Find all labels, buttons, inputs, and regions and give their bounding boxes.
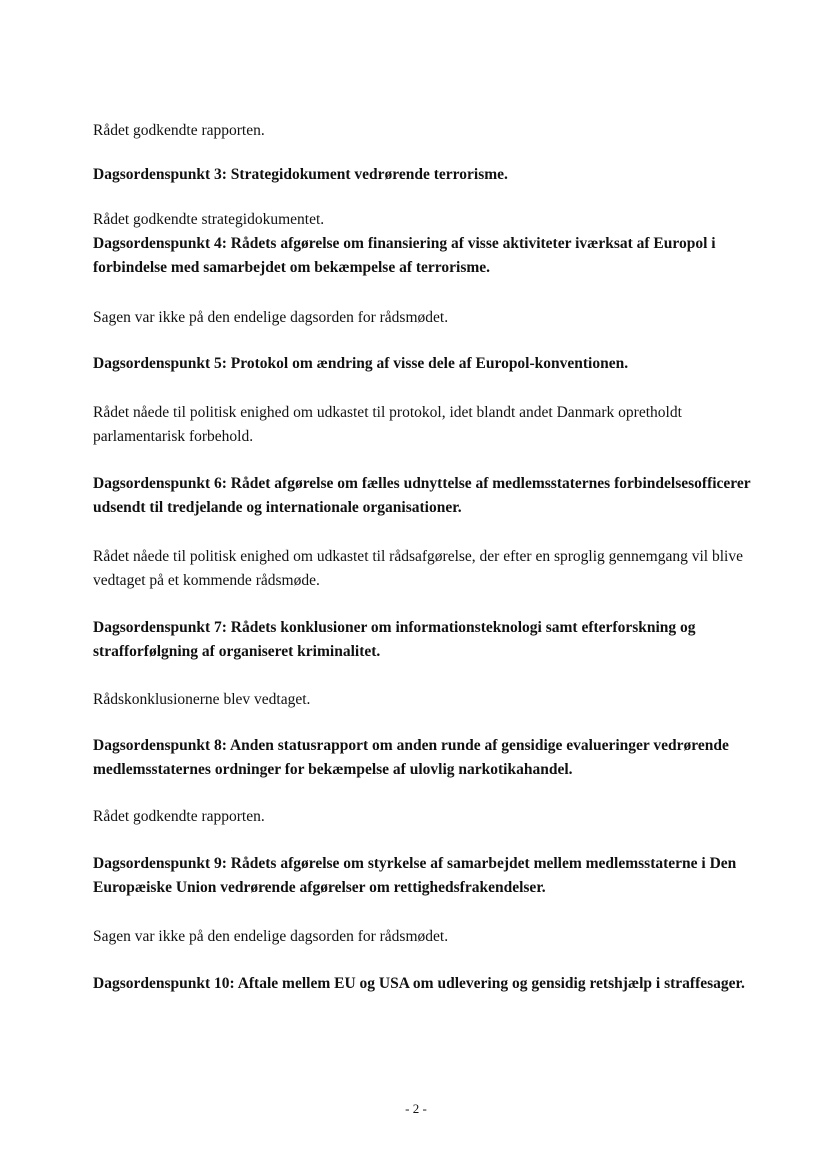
agenda-heading: Dagsordenspunkt 10: Aftale mellem EU og USA om udlevering og gensidig retshjælp i straffesager. — [93, 975, 745, 992]
agenda-heading: Dagsordenspunkt 6: Rådet afgørelse om fælles udnyttelse af medlemsstaternes forbindelsesofficerer udsendt til tredjelande og internationale organisationer. — [93, 475, 751, 516]
agenda-heading: Dagsordenspunkt 5: Protokol om ændring af visse dele af Europol-konventionen. — [93, 355, 629, 372]
paragraph: Sagen var ikke på den endelige dagsorden for rådsmødet. — [93, 309, 449, 326]
paragraph: Rådet godkendte strategidokumentet. — [93, 211, 325, 228]
paragraph: Sagen var ikke på den endelige dagsorden for rådsmødet. — [93, 928, 449, 945]
agenda-heading: Dagsordenspunkt 3: Strategidokument vedrørende terrorisme. — [93, 166, 508, 183]
paragraph: Rådet godkendte rapporten. — [93, 122, 265, 139]
agenda-heading: Dagsordenspunkt 7: Rådets konklusioner om informationsteknologi samt efterforskning og strafforfølgning af organiseret kriminalitet. — [93, 619, 696, 660]
agenda-heading: Dagsordenspunkt 8: Anden statusrapport om anden runde af gensidige evalueringer vedrørende medlemsstaternes ordninger for bekæmpelse af ulovlig narkotikahandel. — [93, 737, 729, 778]
paragraph: Rådet nåede til politisk enighed om udkastet til rådsafgørelse, der efter en sproglig gennemgang vil blive vedtaget på et kommende rådsmøde. — [93, 548, 743, 589]
agenda-heading: Dagsordenspunkt 9: Rådets afgørelse om styrkelse af samarbejdet mellem medlemsstaterne i Den Europæiske Union vedrørende afgørelser om rettighedsfrakendelser. — [93, 855, 737, 896]
agenda-heading: Dagsordenspunkt 4: Rådets afgørelse om finansiering af visse aktiviteter iværksat af Europol i forbindelse med samarbejdet om bekæmpelse af terrorisme. — [93, 235, 716, 276]
paragraph: Rådet nåede til politisk enighed om udkastet til protokol, idet blandt andet Danmark opretholdt parlamentarisk forbehold. — [93, 404, 682, 445]
paragraph: Rådskonklusionerne blev vedtaget. — [93, 691, 311, 708]
page-number: - 2 - — [405, 1101, 427, 1116]
paragraph: Rådet godkendte rapporten. — [93, 808, 265, 825]
